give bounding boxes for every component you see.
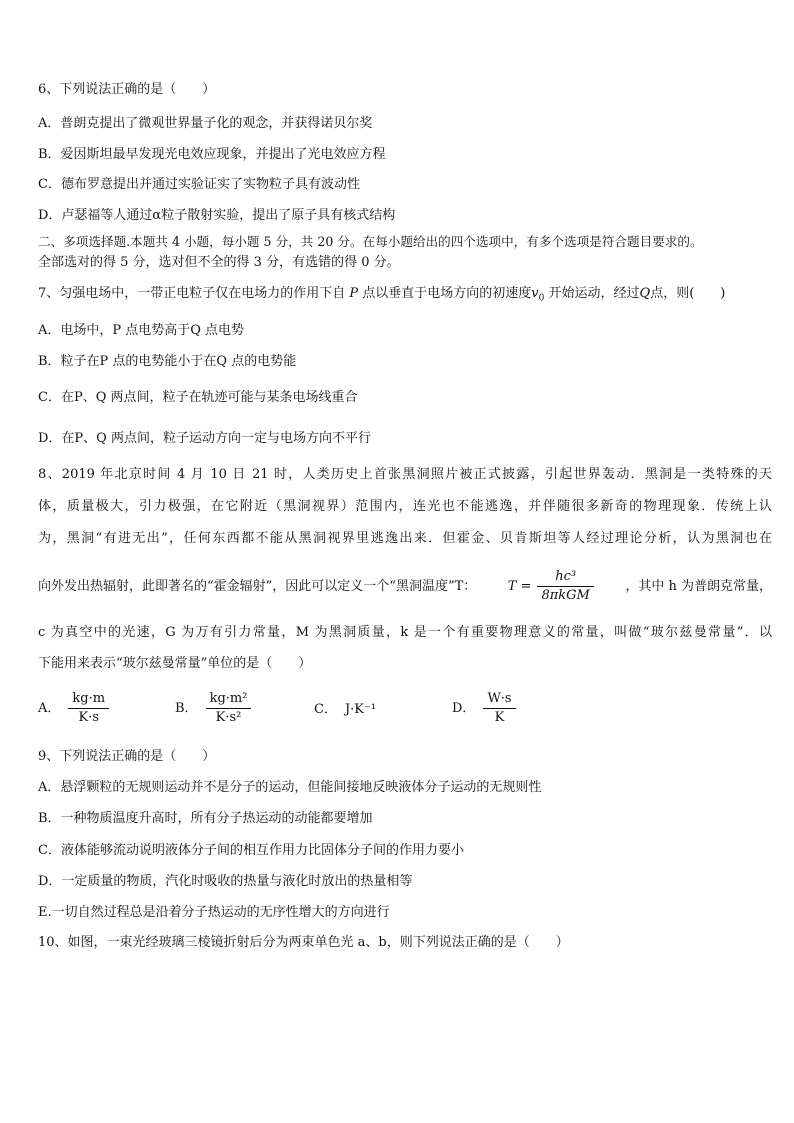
q6-stem: 6、下列说法正确的是（ ） <box>38 82 216 97</box>
q6-option-c: C．德布罗意提出并通过实验证实了实物粒子具有波动性 <box>38 177 360 192</box>
q8-option-d-label: D． <box>452 700 476 716</box>
hawking-formula <box>508 568 594 605</box>
section2-line1: 二、多项选择题.本题共 4 小题，每小题 5 分，共 20 分。在每小题给出的四个选项中，有多个选项是符合题目要求的。 <box>38 234 703 249</box>
q7-stem-c: 开始运动，经过 <box>544 286 640 301</box>
q7-option-d: D．在P、Q 两点间，粒子运动方向一定与电场方向不平行 <box>38 431 371 446</box>
formula-denominator: 8πkGM <box>541 588 590 603</box>
q8-line2: 体，质量极大，引力极强，在它附近（黑洞视界）范围内，连光也不能逃逸，并伴随很多新奇的物理现象．传统上认 <box>38 499 772 514</box>
q6-option-b: B．爱因斯坦最早发现光电效应现象，并提出了光电效应方程 <box>38 147 386 162</box>
q8-line5: c 为真空中的光速，G 为万有引力常量，M 为黑洞质量，k 是一个有重要物理意义的常量，叫做“玻尔兹曼常量”．以 <box>38 625 772 640</box>
q8-option-a <box>38 690 109 727</box>
q9-option-a: A．悬浮颗粒的无规则运动并不是分子的运动，但能间接地反映液体分子运动的无规则性 <box>38 780 542 795</box>
q6-option-d: D．卢瑟福等人通过α粒子散射实验，提出了原子具有核式结构 <box>38 208 396 223</box>
q8-option-a-fraction <box>68 690 109 727</box>
q7-option-a: A．电场中，P 点电势高于Q 点电势 <box>38 323 245 338</box>
q7-stem <box>38 285 772 308</box>
q8-line4-b: ，其中 h 为普朗克常量， <box>625 578 772 594</box>
q8-line1: 8、2019 年北京时间 4 月 10 日 21 时，人类历史上首张黑洞照片被正式披露，引起世界轰动．黑洞是一类特殊的天 <box>38 467 772 482</box>
q8-option-a-den: K·s <box>78 710 99 725</box>
q8-option-b-fraction <box>206 690 252 727</box>
q7-velocity: v <box>531 286 539 301</box>
q8-option-c <box>314 701 376 719</box>
q8-option-d <box>452 690 516 727</box>
q7-option-b: B．粒子在P 点的电势能小于在Q 点的电势能 <box>38 354 297 369</box>
q8-option-c-label: C． <box>314 702 337 717</box>
q8-option-b-num: kg·m² <box>206 690 252 709</box>
q10-stem: 10、如图，一束光经玻璃三棱镜折射后分为两束单色光 a、b，则下列说法正确的是（ ） <box>38 935 569 950</box>
q8-option-b <box>175 690 251 727</box>
q6-option-a: A．普朗克提出了微观世界量子化的观念，并获得诺贝尔奖 <box>38 116 373 131</box>
q8-option-b-den: K·s² <box>215 710 242 725</box>
q8-line6: 下能用来表示“玻尔兹曼常量”单位的是（ ） <box>38 656 312 671</box>
q8-option-c-value: J·K⁻¹ <box>344 702 377 717</box>
q8-option-a-num: kg·m <box>68 690 109 709</box>
q8-line3: 为，黑洞“有进无出”，任何东西都不能从黑洞视界里逃逸出来．但霍金、贝肯斯坦等人经过理论分析，认为黑洞也在 <box>38 531 772 546</box>
q8-option-a-label: A． <box>38 700 61 716</box>
q7-velocity-sub: 0 <box>538 293 545 304</box>
q7-stem-d: 点，则( ) <box>650 286 726 301</box>
q9-option-d: D．一定质量的物质，汽化时吸收的热量与液化时放出的热量相等 <box>38 874 413 889</box>
formula-numerator: hc³ <box>537 568 593 587</box>
q7-stem-a: 7、匀强电场中，一带正电粒子仅在电场力的作用下自 <box>38 286 350 301</box>
q7-point-q: Q <box>639 286 651 301</box>
formula-lhs: T = <box>507 578 532 594</box>
section2-line2: 全部选对的得 5 分，选对但不全的得 3 分，有选错的得 0 分。 <box>38 255 400 270</box>
q9-option-e: E.一切自然过程总是沿着分子热运动的无序性增大的方向进行 <box>38 905 390 920</box>
q7-stem-b: 点以垂直于电场方向的初速度 <box>358 286 532 301</box>
q8-option-d-den: K <box>494 710 505 725</box>
q7-point-p: P <box>349 286 359 301</box>
q9-option-c: C．液体能够流动说明液体分子间的相互作用力比固体分子间的作用力要小 <box>38 843 464 858</box>
formula-fraction <box>537 568 593 605</box>
q8-option-d-fraction <box>483 690 515 727</box>
q9-option-b: B．一种物质温度升高时，所有分子热运动的动能都要增加 <box>38 811 373 826</box>
q9-stem: 9、下列说法正确的是（ ） <box>38 749 216 764</box>
q8-option-b-label: B． <box>175 700 198 716</box>
q7-option-c: C．在P、Q 两点间，粒子在轨迹可能与某条电场线重合 <box>38 390 358 405</box>
q8-option-d-num: W·s <box>483 690 515 709</box>
q8-line4 <box>38 568 772 605</box>
q8-line4-a: 向外发出热辐射，此即著名的“霍金辐射”，因此可以定义一个“黑洞温度”T： <box>38 578 477 594</box>
